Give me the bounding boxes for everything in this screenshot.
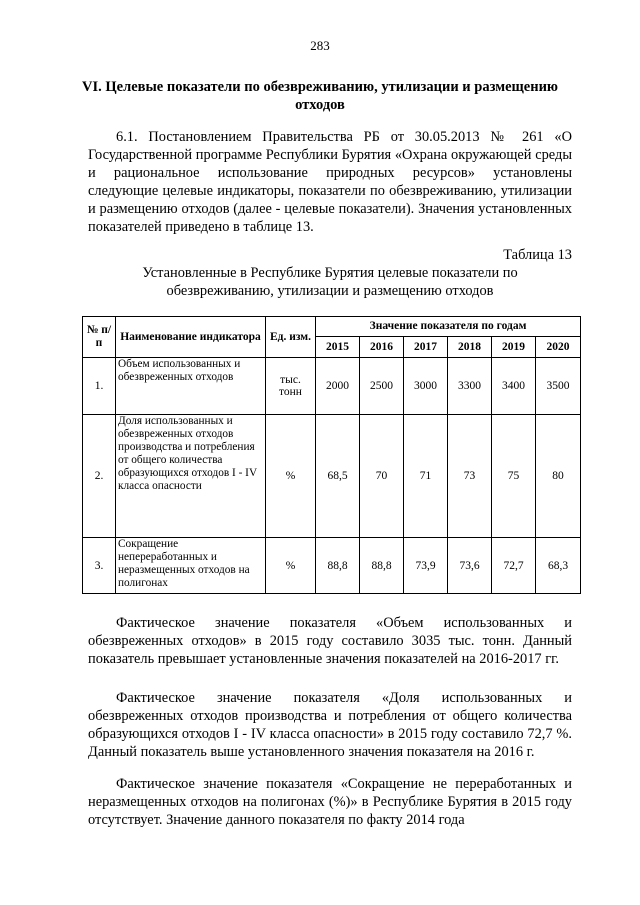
header-unit: Ед. изм. (266, 317, 316, 358)
row-value: 70 (360, 415, 404, 538)
page-number: 283 (310, 38, 330, 53)
indicators-table (82, 316, 581, 594)
row-value: 3500 (536, 358, 581, 415)
table-title: Установленные в Республике Бурятия целевые показатели по обезвреживанию, утилизации и размещению отходов (142, 265, 518, 299)
header-year: 2015 (316, 337, 360, 358)
row-number: 1. (83, 358, 116, 415)
row-value: 71 (404, 415, 448, 538)
table-row (83, 358, 581, 415)
row-value: 73 (448, 415, 492, 538)
section-title: VI. Целевые показатели по обезвреживанию, утилизации и размещению отходов (81, 79, 559, 113)
row-value: 80 (536, 415, 581, 538)
row-value: 68,3 (536, 538, 581, 594)
row-number: 2. (83, 415, 116, 538)
row-value: 75 (492, 415, 536, 538)
row-value: 73,6 (448, 538, 492, 594)
table-row (83, 415, 581, 538)
header-name: Наименование индикатора (116, 317, 266, 358)
row-unit: тыс. тонн (266, 358, 316, 415)
header-year: 2017 (404, 337, 448, 358)
row-value: 73,9 (404, 538, 448, 594)
row-value: 3000 (404, 358, 448, 415)
row-unit: % (266, 538, 316, 594)
table-caption: Таблица 13 (503, 247, 572, 263)
header-values-group: Значение показателя по годам (316, 317, 581, 337)
row-value: 3300 (448, 358, 492, 415)
header-year: 2020 (536, 337, 581, 358)
header-year: 2019 (492, 337, 536, 358)
header-year: 2018 (448, 337, 492, 358)
row-number: 3. (83, 538, 116, 594)
row-value: 2500 (360, 358, 404, 415)
paragraph-reduction: Фактическое значение показателя «Сокращение не переработанных и неразмещенных отходов на полигонах (%)» в Республике Бурятия в 2015 году отсутствует. Значение данного показателя по факту 2014 года (88, 776, 572, 828)
row-value: 72,7 (492, 538, 536, 594)
header-number: № п/п (83, 317, 116, 358)
header-year: 2016 (360, 337, 404, 358)
row-name: Объем использованных и обезвреженных отходов (116, 358, 266, 415)
intro-paragraph: 6.1. Постановлением Правительства РБ от 30.05.2013 № 261 «О Государственной программе Республики Бурятия «Охрана окружающей среды и рациональное использование природных ресурсов» установлены следующие целевые индикаторы, показатели по обезвреживанию, утилизации и размещению отходов (далее - целевые показатели). Значения установленных показателей приведено в таблице 13. (88, 129, 572, 235)
row-name: Доля использованных и обезвреженных отходов производства и потребления от общего количества образующихся отходов I - IV класса опасности (116, 415, 266, 538)
paragraph-volume: Фактическое значение показателя «Объем использованных и обезвреженных отходов» в 2015 году составило 3035 тыс. тонн. Данный показатель превышает установленные значения показателей на 2016-2017 гг. (88, 615, 572, 667)
row-unit: % (266, 415, 316, 538)
table-row (83, 538, 581, 594)
row-value: 88,8 (316, 538, 360, 594)
row-value: 88,8 (360, 538, 404, 594)
row-value: 68,5 (316, 415, 360, 538)
paragraph-share: Фактическое значение показателя «Доля использованных и обезвреженных отходов производства и потребления от общего количества образующихся отходов I - IV класса опасности» в 2015 году составило 72,7 %. Данный показатель выше установленного значения показателя на 2016 г. (88, 690, 572, 760)
row-value: 3400 (492, 358, 536, 415)
row-value: 2000 (316, 358, 360, 415)
row-name: Сокращение непереработанных и неразмещенных отходов на полигонах (116, 538, 266, 594)
